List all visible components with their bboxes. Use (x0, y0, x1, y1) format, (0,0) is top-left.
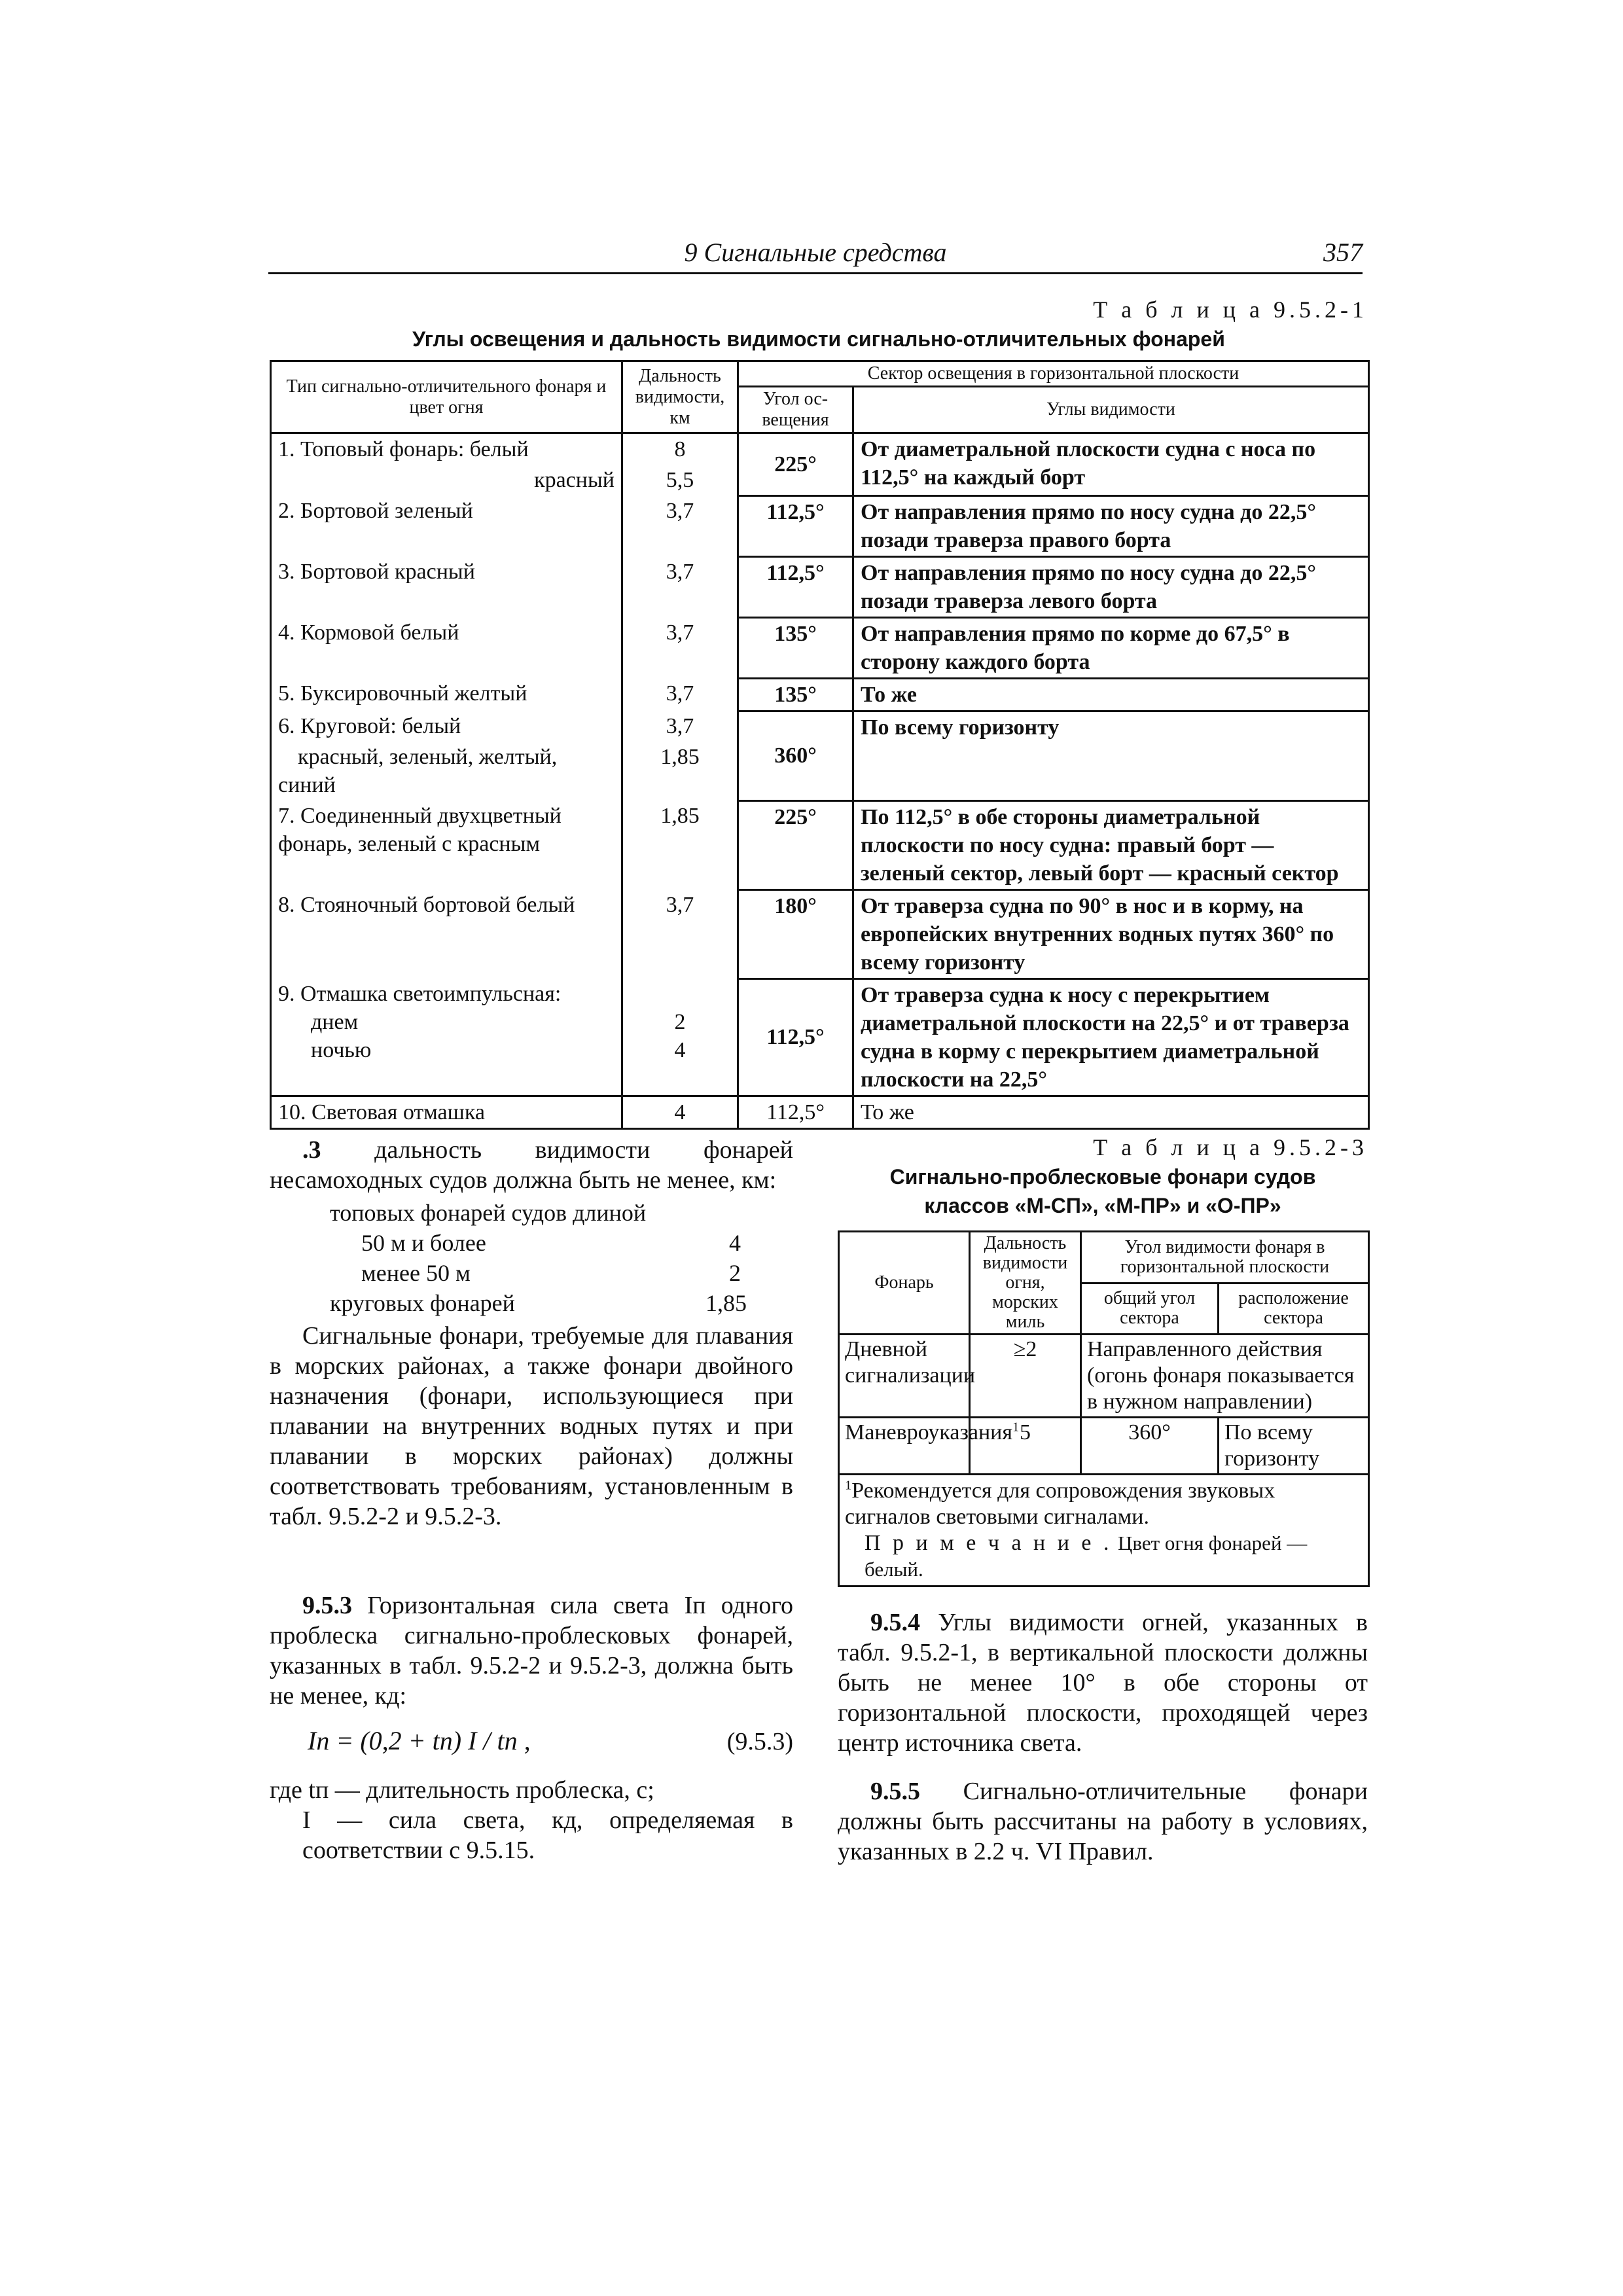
formula: Iп = (0,2 + tп) I / tп , (308, 1726, 531, 1755)
cell-range: 3,7 (622, 556, 738, 617)
note-label: П р и м е ч а н и е . (865, 1531, 1113, 1555)
cell-type: 1. Топовый фонарь: белый (271, 433, 622, 465)
table-row (271, 556, 1369, 617)
cell-angle: 180° (738, 889, 853, 978)
paragraph-signal (270, 1321, 793, 1532)
cell-range-day: 2 (674, 1010, 686, 1034)
cell-type: 8. Стояночный бортовой белый (271, 889, 622, 978)
cell-range: 3,7 (622, 678, 738, 711)
formula-number: (9.5.3) (726, 1728, 793, 1755)
list-item-label: 50 м и более (361, 1230, 486, 1256)
cell-sector: От направления прямо по носу судна до 22,5° позади траверза правого борта (853, 495, 1369, 556)
cell-angle: 135° (738, 617, 853, 678)
table1 (270, 360, 1370, 1130)
paragraph-3 (270, 1135, 793, 1195)
cell-angle: 112,5° (738, 556, 853, 617)
table3-label: Т а б л и ц а 9.5.2-3 (1093, 1134, 1368, 1160)
header-total-angle: общий угол сектора (1081, 1283, 1219, 1335)
cell-range: 3,7 (622, 889, 738, 978)
list-heading: топовых фонарей судов длиной (330, 1200, 647, 1226)
cell-range: 1,85 (622, 742, 738, 800)
cell-sector: По всему горизонту (853, 711, 1369, 800)
cell-type-day: днем (311, 1010, 359, 1034)
cell-type-text: 9. Отмашка светоимпульсная: (278, 982, 562, 1006)
cell-angle: 225° (738, 800, 853, 889)
list-item (270, 1228, 741, 1258)
cell-range: 5,5 (622, 465, 738, 495)
paragraph-text: Сигнальные фонари, требуемые для плавания в морских районах, а также фонари двойного назначения (фонари, использующиеся при плавании на внутренних водных путях и при плавании в морских районах) должны соответствовать требованиям, установленным в табл. 9.5.2-2 и 9.5.2-3. (270, 1322, 793, 1530)
section-title: 9 Сигнальные средства (684, 238, 947, 267)
paragraph-text: дальность видимости фонарей несамоходных судов должна быть не менее, км: (270, 1136, 793, 1194)
cell-type: 4. Кормовой белый (271, 617, 622, 678)
table1-title: Углы освещения и дальность видимости сигнально-отличительных фонарей (412, 327, 1225, 351)
header-angle: Угол видимости фонаря в горизонтальной плоскости (1081, 1232, 1369, 1283)
cell-angle: 112,5° (738, 978, 853, 1096)
cell-lamp (839, 1418, 1020, 1475)
table3-title-line1: Сигнально-проблесковые фонари судов (889, 1165, 1316, 1189)
table1-label: Т а б л и ц а 9.5.2-1 (1093, 296, 1368, 323)
paragraph-text: Углы видимости огней, указанных в табл. 9.5.2-1, в вертикальной плоскости должны быть не менее 10° в обе стороны от горизонтальной плоскости, проходящей через центр источника света. (838, 1609, 1368, 1757)
cell-angle: Направленного действия (огонь фонаря показывается в нужном направлении) (1081, 1335, 1369, 1418)
header-visibility: Углы видимости (853, 387, 1369, 433)
paragraph-number: 9.5.5 (870, 1778, 920, 1805)
list-item-label: круговых фонарей (330, 1290, 515, 1316)
header-position: расположение сектора (1219, 1283, 1369, 1335)
cell-type-night: ночью (311, 1038, 372, 1062)
table-notes (839, 1475, 1369, 1587)
cell-sector: То же (853, 678, 1369, 711)
table-row (271, 617, 1369, 678)
cell-sector: От направления прямо по корме до 67,5° в сторону каждого борта (853, 617, 1369, 678)
cell-type: 7. Соединенный двухцветный фонарь, зеленый с красным (271, 800, 622, 889)
list-item-value: 2 (729, 1260, 741, 1286)
table3-title-line2: классов «М-СП», «М-ПР» и «О-ПР» (924, 1194, 1281, 1217)
note-text: Цвет огня фонарей — белый. (865, 1532, 1308, 1581)
cell-type: 5. Буксировочный желтый (271, 678, 622, 711)
table-row (839, 1335, 1369, 1418)
paragraph-9-5-3 (270, 1590, 793, 1711)
cell-angle: 225° (738, 433, 853, 496)
cell-range (622, 978, 738, 1096)
cell-angle: 112,5° (738, 495, 853, 556)
list-item-label: менее 50 м (361, 1260, 471, 1286)
cell-type: 10. Световая отмашка (271, 1096, 622, 1128)
cell-sector: От траверза судна по 90° в нос и в корму, на европейских внутренних водных путях 360° по всему горизонту (853, 889, 1369, 978)
list-item (270, 1288, 747, 1318)
table-row (271, 1096, 1369, 1128)
cell-total-angle: 360° (1081, 1418, 1219, 1475)
cell-range: 5 (970, 1418, 1081, 1475)
legend-line: где tп — длительность проблеска, с; (270, 1776, 654, 1804)
cell-range: 1,85 (622, 800, 738, 889)
header-lamp: Фонарь (839, 1232, 970, 1335)
table-row (271, 711, 1369, 742)
cell-position: По всему горизонту (1219, 1418, 1369, 1475)
table-row (271, 433, 1369, 465)
footnote-mark: 1 (1012, 1420, 1020, 1435)
cell-type: 3. Бортовой красный (271, 556, 622, 617)
cell-lamp-text: Маневроуказания (845, 1420, 1013, 1444)
list-item (270, 1258, 741, 1288)
table-row (271, 800, 1369, 889)
page-number: 357 (1323, 238, 1363, 267)
cell-sector: От диаметральной плоскости судна с носа по 112,5° на каждый борт (853, 433, 1369, 496)
paragraph-text: Сигнально-отличительные фонари должны быть рассчитаны на работу в условиях, указанных в 2.2 ч. VI Правил. (838, 1778, 1368, 1865)
cell-angle: 135° (738, 678, 853, 711)
visibility-list (270, 1198, 793, 1318)
paragraph-9-5-5 (838, 1776, 1368, 1867)
paragraph-9-5-4 (838, 1607, 1368, 1758)
header-angle: Угол ос- вещения (738, 387, 853, 433)
footnote-mark: 1 (845, 1478, 852, 1493)
cell-type: красный (271, 465, 622, 495)
cell-sector: По 112,5° в обе стороны диаметральной плоскости по носу судна: правый борт — зеленый сектор, левый борт — красный сектор (853, 800, 1369, 889)
cell-range: ≥2 (970, 1335, 1081, 1418)
cell-angle: 112,5° (738, 1096, 853, 1128)
header-sector: Сектор освещения в горизонтальной плоскости (738, 361, 1369, 387)
table-row (271, 678, 1369, 711)
cell-type (271, 742, 622, 800)
table3 (838, 1230, 1370, 1587)
header-range: Дальность видимости огня, морских миль (970, 1232, 1081, 1335)
cell-range: 4 (622, 1096, 738, 1128)
cell-type: 6. Круговой: белый (271, 711, 622, 742)
table-row (839, 1475, 1369, 1587)
legend-line: I — сила света, кд, определяемая в соответствии с 9.5.15. (302, 1806, 793, 1864)
cell-range: 8 (622, 433, 738, 465)
formula-row (308, 1725, 793, 1756)
cell-lamp: Дневной сигнализации (839, 1335, 970, 1418)
cell-range-night: 4 (674, 1038, 686, 1062)
header-range: Дальность видимости, км (622, 361, 738, 433)
table-row (271, 495, 1369, 556)
running-header (268, 237, 1363, 274)
cell-range: 3,7 (622, 711, 738, 742)
formula-legend (270, 1775, 793, 1865)
cell-range: 3,7 (622, 617, 738, 678)
cell-range: 3,7 (622, 495, 738, 556)
footnote: Рекомендуется для сопровождения звуковых сигналов световыми сигналами. (845, 1479, 1275, 1529)
list-item-value: 4 (729, 1230, 741, 1256)
cell-sector: От направления прямо по носу судна до 22,5° позади траверза левого борта (853, 556, 1369, 617)
table-row (271, 978, 1369, 1096)
table-row (839, 1418, 1369, 1475)
paragraph-number: 9.5.4 (870, 1609, 920, 1636)
paragraph-text: Горизонтальная сила света Iп одного проблеска сигнально-проблесковых фонарей, указанных в табл. 9.5.2-2 и 9.5.2-3, должна быть не менее, кд: (270, 1592, 794, 1710)
cell-type-text: красный, зеленый, желтый, синий (278, 745, 558, 797)
header-type: Тип сигнально-отличительного фонаря и цвет огня (271, 361, 622, 433)
list-item-value: 1,85 (705, 1290, 747, 1316)
cell-angle: 360° (738, 711, 853, 800)
cell-type: 2. Бортовой зеленый (271, 495, 622, 556)
cell-sector: То же (853, 1096, 1369, 1128)
paragraph-number: 9.5.3 (302, 1592, 352, 1619)
paragraph-number: .3 (302, 1136, 321, 1164)
cell-type (271, 978, 622, 1096)
table-row (271, 889, 1369, 978)
cell-sector: От траверза судна к носу с перекрытием диаметральной плоскости на 22,5° и от траверза судна в корму с перекрытием диаметральной плоскости на 22,5° (853, 978, 1369, 1096)
